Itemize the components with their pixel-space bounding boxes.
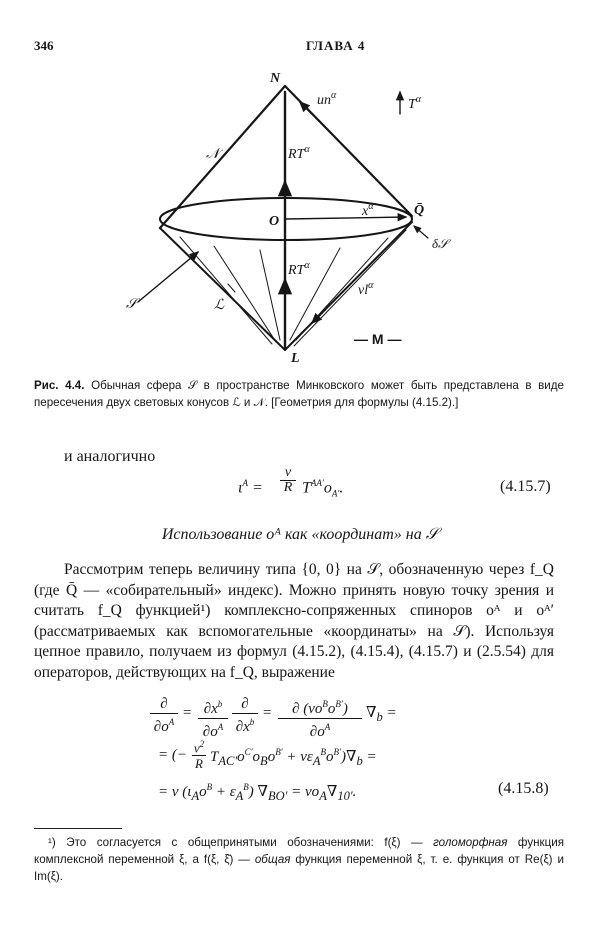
svg-text:RTα [287,144,310,162]
caption-label: Рис. 4.4. [34,379,85,392]
footnote-italic-a: голоморфная [433,836,508,849]
label-o: O [269,214,280,229]
label-l: L [291,351,300,366]
svg-text:vlα [358,280,374,298]
lower-cone-edge-left [160,228,285,350]
intro-text: и аналогично [64,448,156,465]
svg-text:RTα [287,260,310,278]
footnote-text-b: функция комплексной переменной ξ, а f(ξ, ξ̄) — [34,836,564,866]
svg-text:xα [361,201,374,219]
paragraph-text: Рассмотрим теперь величину типа {0, 0} на 𝒮, обозначенную через f_Q (где Q̄ — «собирательный» индекс). Можно принять новую точку зрения и считать f_Q функцией¹) комплексно-сопряженных спиноров oᴬ и oᴬ′ (рассматриваемых как вспомогательные «координаты» на 𝒮). Используя цепное правило, получаем из формул (4.15.2), (4.15.4), (4.15.7) и (2.5.54) для операторов, действующих на f_Q, выражение [34,561,554,681]
footnote-marker: ¹) [48,836,56,849]
label-t-sup: α [415,94,422,105]
label-s: 𝒮 [126,297,137,312]
label-vl: vl [358,283,369,298]
svg-text:unα [317,90,337,108]
ds-arrow [414,226,428,238]
label-n: N [270,71,281,86]
label-rt-upper: RT [288,147,305,162]
main-paragraph [34,560,554,683]
label-x-sup: α [368,201,374,212]
label-rt-lower-sup: α [304,260,310,271]
equation-7-number: (4.15.7) [500,478,551,495]
label-rt-upper-sup: α [304,144,310,155]
equation-4-15-8: ∂ $\partial o^A$ = $\partial x^b$ $\partial o^A$ ∂ $\partial x^b$ = ∂ $(vo^Bo^{B'})$ $\partial o^A$ $\nabla_b$ = = (− $v^2$ R $T_{AC'}o^{C'}o_Bo^{B'} + v\varepsilon_A^Bo^{B'})\nabla_b$ = = v $(\iota_Ao^B + \varepsilon_A^B) \nabla_{BO'} = vo_A\nabla_{10'}$. (4.15.8) [150,696,440,811]
minkowski-sphere-figure [110,62,490,374]
chapter-title: ГЛАВА 4 [306,38,366,53]
footnote-italic-b: общая [254,853,291,866]
label-m: — M — [354,331,402,347]
figure-caption [34,377,564,411]
footnote [34,834,564,885]
page-number: 346 [34,38,54,53]
equation-4-15-7: $\iota^A$ = v R $T^{AA'}o_{A'}$. (4.15.7) [238,465,551,499]
un-alpha-arrow [300,102,318,120]
footnote-text-c: функция переменной ξ, т. е. функция от Re(ξ) и Im(ξ). [34,853,564,883]
upper-cone-edge-left [160,86,285,228]
x-alpha-arrow [286,217,406,219]
label-q: Q̄ [414,203,425,218]
label-n-cone: 𝒩 [206,147,220,162]
label-ds: δ𝒮 [432,236,449,251]
label-x: x [362,204,369,219]
label-vl-sup: α [368,280,374,291]
s-arrow [138,252,198,302]
label-t: T [408,97,416,112]
page-header [34,38,574,56]
section-title: Использование oᴬ как «координат» на 𝒮 [161,526,439,543]
footnote-rule [34,828,122,829]
label-l-cone: ℒ [214,298,225,313]
footnote-text-a: Это согласуется с общепринятыми обозначениями: f(ξ) — [66,836,423,849]
svg-text:Tα [408,94,422,112]
label-rt-lower: RT [288,263,305,278]
label-un: un [317,93,331,108]
caption-text: Обычная сфера 𝒮 в пространстве Минковского может быть представлена в виде пересечения двух световых конусов ℒ и 𝒩. [Геометрия для формулы (4.15.2).] [34,379,564,409]
equation-8-number: (4.15.8) [498,780,549,797]
label-un-sup: α [331,90,337,101]
